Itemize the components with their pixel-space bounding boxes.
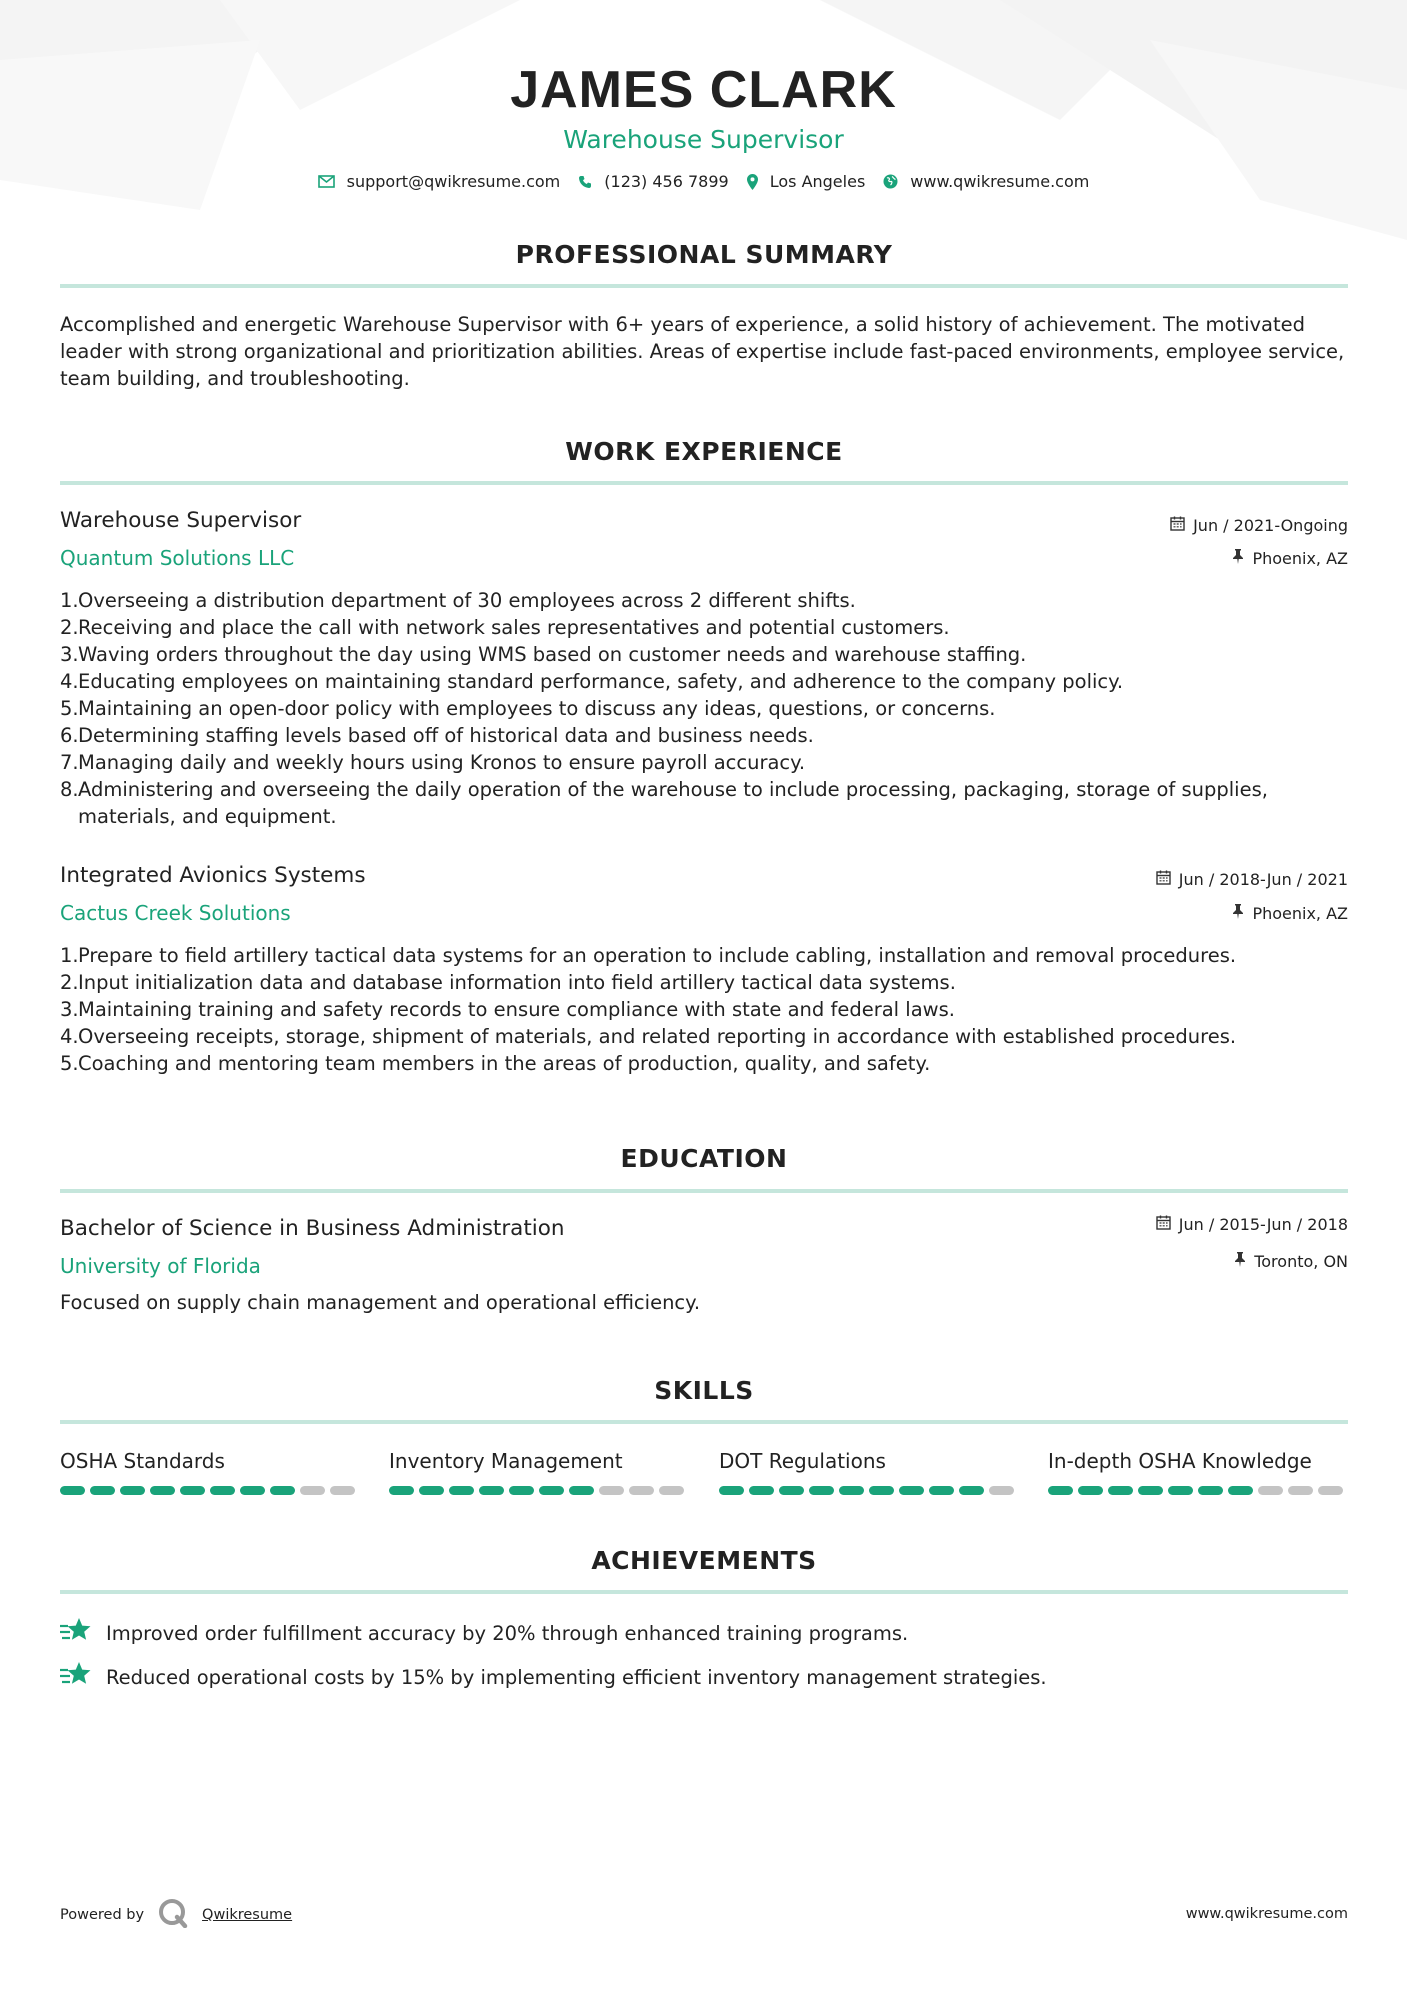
star-icon: [60, 1661, 92, 1694]
skill-segment-filled: [539, 1486, 564, 1495]
summary-divider: [60, 284, 1348, 288]
skill-segment-filled: [60, 1486, 85, 1495]
skill-segment-empty: [599, 1486, 624, 1495]
skill-name: Inventory Management: [389, 1449, 623, 1473]
skill-segment-filled: [869, 1486, 894, 1495]
skill-segment-empty: [330, 1486, 355, 1495]
footer-powered-by: [60, 1898, 292, 1932]
skill-segment-filled: [240, 1486, 265, 1495]
achievements-heading: ACHIEVEMENTS: [591, 1546, 817, 1575]
summary-text: Accomplished and energetic Warehouse Supervisor with 6+ years of experience, a solid history of achievement. The motivated leader with strong organizational and prioritization abilities. Areas of expertise include fast-paced environments, employee service, team building, and troubleshooting.: [60, 313, 1345, 390]
skill-segment-empty: [1288, 1486, 1313, 1495]
list-item: 5. Coaching and mentoring team members in the areas of production, quality, and safety.: [60, 1052, 931, 1075]
list-item: 3. Maintaining training and safety records to ensure compliance with state and federal laws.: [60, 998, 955, 1021]
skill-segment-filled: [1228, 1486, 1253, 1495]
skill-level-bar: [60, 1486, 360, 1495]
star-icon: [60, 1617, 92, 1650]
job-responsibilities: [60, 942, 1350, 1077]
skill-segment-empty: [1318, 1486, 1343, 1495]
skill-segment-filled: [180, 1486, 205, 1495]
job-responsibilities: [60, 587, 1350, 830]
skill-segment-empty: [629, 1486, 654, 1495]
globe-icon: [883, 174, 898, 189]
brand-link[interactable]: Qwikresume: [202, 1907, 293, 1923]
job-location: [1232, 904, 1348, 923]
skill-item: [719, 1448, 1019, 1495]
education-divider: [60, 1189, 1348, 1193]
list-item: 4. Educating employees on maintaining standard performance, safety, and adherence to the company policy.: [60, 670, 1124, 693]
education-location-text: Toronto, ON: [1254, 1252, 1348, 1271]
list-item: 6. Determining staffing levels based off of historical data and business needs.: [60, 724, 814, 747]
envelope-icon: [318, 175, 335, 188]
skill-segment-filled: [749, 1486, 774, 1495]
achievement-text: Reduced operational costs by 15% by implementing efficient inventory management strategies.: [106, 1666, 1047, 1689]
job-company: Quantum Solutions LLC: [60, 546, 295, 570]
skill-level-bar: [1048, 1486, 1348, 1495]
skill-name: DOT Regulations: [719, 1449, 886, 1473]
skill-segment-filled: [1198, 1486, 1223, 1495]
education-description: Focused on supply chain management and operational efficiency.: [60, 1291, 701, 1314]
job-location-text: Phoenix, AZ: [1252, 549, 1348, 568]
job-location: [1232, 549, 1348, 568]
skill-item: [1048, 1448, 1348, 1495]
job-dates: [1156, 870, 1348, 889]
skill-segment-filled: [1138, 1486, 1163, 1495]
job-title: Warehouse Supervisor: [60, 508, 302, 533]
list-item: 5. Maintaining an open-door policy with employees to discuss any ideas, questions, or concerns.: [60, 697, 996, 720]
summary-heading: PROFESSIONAL SUMMARY: [515, 240, 893, 269]
skill-segment-filled: [1048, 1486, 1073, 1495]
experience-heading: WORK EXPERIENCE: [565, 437, 843, 466]
skill-segment-filled: [90, 1486, 115, 1495]
phone-icon: [578, 175, 592, 189]
skills-divider: [60, 1420, 1348, 1424]
footer-website[interactable]: www.qwikresume.com: [1185, 1906, 1348, 1922]
job-location-text: Phoenix, AZ: [1252, 904, 1348, 923]
education-location: [1234, 1252, 1348, 1271]
job-dates-text: Jun / 2021-Ongoing: [1193, 516, 1348, 535]
skill-segment-filled: [569, 1486, 594, 1495]
skill-segment-filled: [479, 1486, 504, 1495]
list-item: 4. Overseeing receipts, storage, shipment of materials, and related reporting in accordance with established procedures.: [60, 1025, 1237, 1048]
pushpin-icon: [1234, 1252, 1246, 1271]
achievement-text: Improved order fulfillment accuracy by 20% through enhanced training programs.: [106, 1622, 909, 1645]
skill-name: OSHA Standards: [60, 1449, 225, 1473]
contact-email[interactable]: [318, 172, 561, 191]
website-text: www.qwikresume.com: [910, 172, 1090, 191]
skill-segment-filled: [270, 1486, 295, 1495]
degree-title: Bachelor of Science in Business Administration: [60, 1216, 565, 1241]
skill-segment-filled: [809, 1486, 834, 1495]
map-marker-icon: [747, 174, 758, 190]
calendar-icon: [1156, 1215, 1171, 1234]
skill-segment-filled: [210, 1486, 235, 1495]
achievement-item: [60, 1661, 1047, 1694]
calendar-icon: [1170, 516, 1185, 535]
skill-segment-empty: [1258, 1486, 1283, 1495]
experience-divider: [60, 481, 1348, 485]
skill-level-bar: [389, 1486, 689, 1495]
skill-item: [60, 1448, 360, 1495]
skill-segment-filled: [1168, 1486, 1193, 1495]
skill-segment-filled: [419, 1486, 444, 1495]
skill-segment-empty: [300, 1486, 325, 1495]
job-dates-text: Jun / 2018-Jun / 2021: [1178, 870, 1348, 889]
candidate-name: JAMES CLARK: [510, 61, 897, 119]
skill-segment-filled: [509, 1486, 534, 1495]
email-text: support@qwikresume.com: [346, 172, 561, 191]
resume-header: [0, 58, 1407, 156]
skill-segment-empty: [989, 1486, 1014, 1495]
job-title: Integrated Avionics Systems: [60, 863, 366, 888]
pushpin-icon: [1232, 549, 1244, 568]
skill-segment-filled: [150, 1486, 175, 1495]
skill-segment-filled: [929, 1486, 954, 1495]
achievements-divider: [60, 1590, 1348, 1594]
list-item: 8. Administering and overseeing the daily operation of the warehouse to include processing, packaging, storage of supplies, materials, and equipment.: [60, 778, 1268, 828]
school-name: University of Florida: [60, 1254, 261, 1278]
skill-segment-filled: [120, 1486, 145, 1495]
skill-segment-filled: [779, 1486, 804, 1495]
contact-website[interactable]: [883, 172, 1089, 191]
education-dates: [1156, 1215, 1348, 1234]
education-dates-text: Jun / 2015-Jun / 2018: [1178, 1215, 1348, 1234]
skill-name: In-depth OSHA Knowledge: [1048, 1449, 1312, 1473]
skill-segment-filled: [389, 1486, 414, 1495]
calendar-icon: [1156, 870, 1171, 889]
skill-segment-filled: [1108, 1486, 1133, 1495]
location-text: Los Angeles: [769, 172, 866, 191]
contact-bar: [0, 172, 1407, 191]
skill-item: [389, 1448, 689, 1495]
skills-heading: SKILLS: [654, 1376, 754, 1405]
pushpin-icon: [1232, 904, 1244, 923]
job-dates: [1170, 516, 1348, 535]
skill-segment-filled: [839, 1486, 864, 1495]
candidate-title: Warehouse Supervisor: [563, 125, 844, 154]
powered-by-label: Powered by: [60, 1907, 145, 1923]
skill-level-bar: [719, 1486, 1019, 1495]
skill-segment-filled: [959, 1486, 984, 1495]
list-item: 7. Managing daily and weekly hours using Kronos to ensure payroll accuracy.: [60, 751, 806, 774]
contact-phone[interactable]: [578, 172, 728, 191]
list-item: 3. Waving orders throughout the day using WMS based on customer needs and warehouse staffing.: [60, 643, 1027, 666]
list-item: 1. Prepare to field artillery tactical data systems for an operation to include cabling, installation and removal procedures.: [60, 944, 1237, 967]
skill-segment-empty: [659, 1486, 684, 1495]
contact-location: [747, 172, 866, 191]
education-heading: EDUCATION: [620, 1144, 788, 1173]
qwikresume-logo-icon: [158, 1898, 188, 1932]
job-company: Cactus Creek Solutions: [60, 901, 291, 925]
skill-segment-filled: [899, 1486, 924, 1495]
achievement-item: [60, 1617, 908, 1650]
list-item: 2. Input initialization data and database information into field artillery tactical data systems.: [60, 971, 956, 994]
list-item: 1. Overseeing a distribution department of 30 employees across 2 different shifts.: [60, 589, 856, 612]
list-item: 2. Receiving and place the call with network sales representatives and potential customers.: [60, 616, 950, 639]
skill-segment-filled: [719, 1486, 744, 1495]
skill-segment-filled: [1078, 1486, 1103, 1495]
skill-segment-filled: [449, 1486, 474, 1495]
phone-text: (123) 456 7899: [604, 172, 729, 191]
